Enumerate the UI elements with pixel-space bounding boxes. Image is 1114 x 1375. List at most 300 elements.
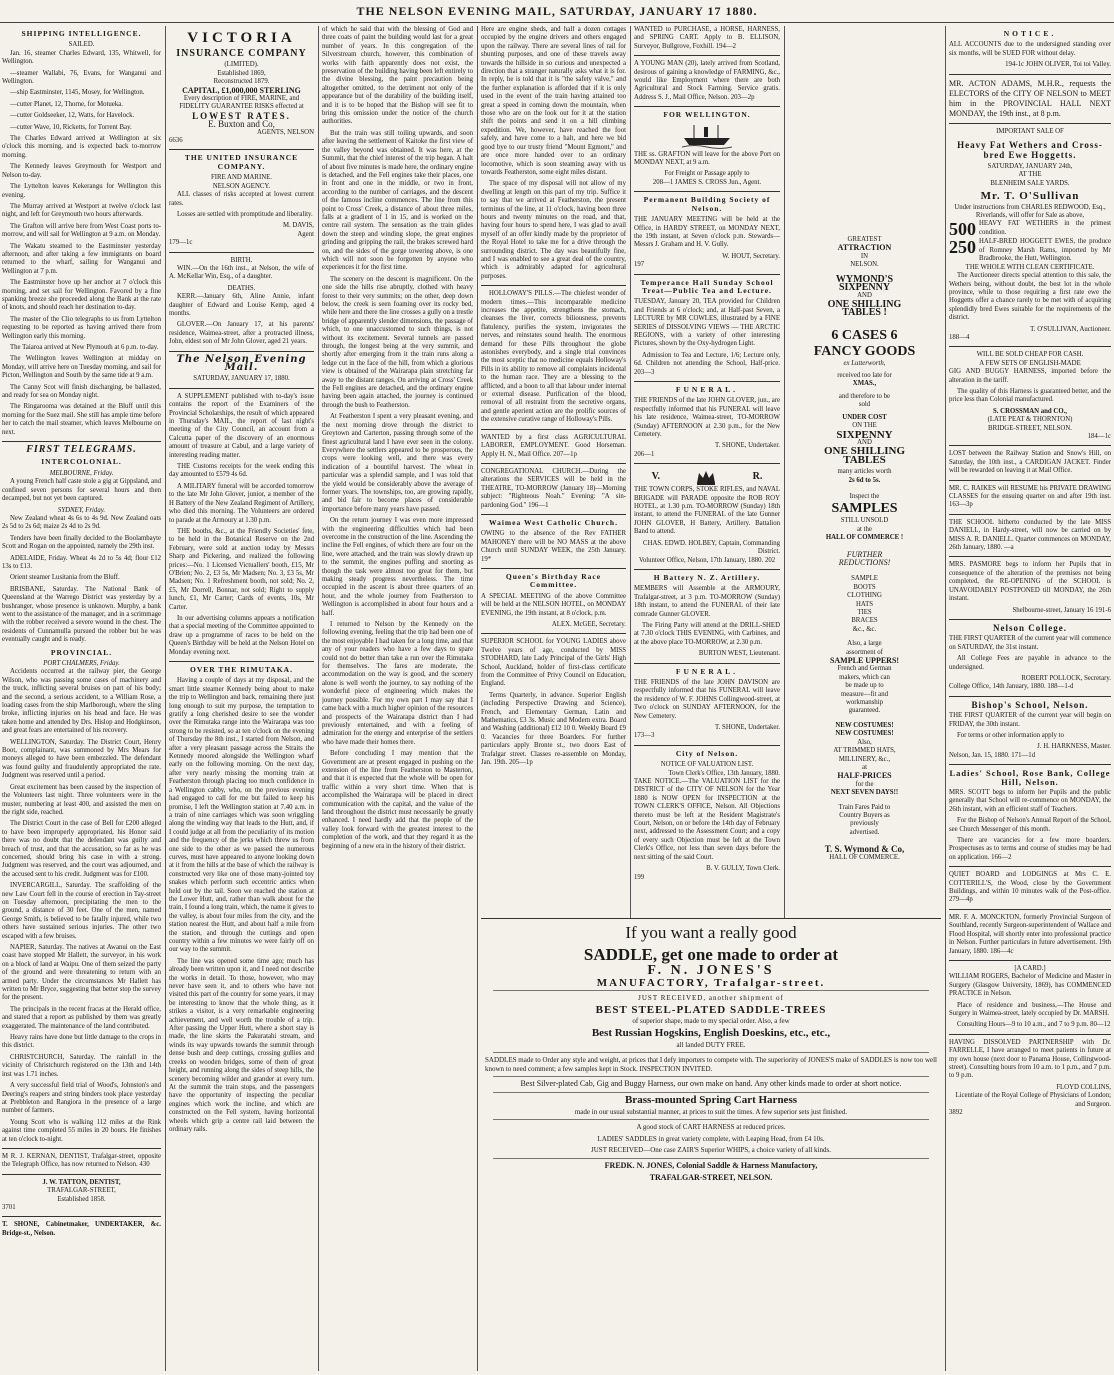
sailed-subheading: SAILED. [68, 41, 95, 49]
congregational-church-notice: CONGREGATIONAL CHURCH.—During the alterations the SERVICES will be held in the THEATRE, TO-MORROW (January 18)—Morning subject: "Righteous Noah." Evening: "A sin-pardoning God." 196—1 [481, 467, 626, 509]
section-divider [481, 285, 626, 286]
steamship-icon [682, 123, 732, 149]
ad-line: CLOTHING [847, 592, 882, 600]
editorial-paragraph: A MILITARY funeral will be accorded tomorrow to the late Mr John Glover, junior, a member of the H Battery of the New Zealand Regiment of Artillery, who died this morning. The Volunteers are ordered to parade at the Armoury at 1.30 p.m. [169, 482, 314, 524]
notice-heading: NOTICE. [1003, 29, 1057, 38]
section-divider [481, 918, 941, 919]
ad-line: T. S. Wymond & Co, [824, 844, 905, 855]
section-divider [493, 1076, 929, 1077]
ad-line: measure—fit and [841, 690, 888, 698]
card-label: [A CARD.] [1014, 964, 1046, 972]
column-rule [477, 26, 478, 1371]
article-paragraph: But the train was still toiling upwards, and soon after leaving the settlement of Kaitoke the first view of the valley beyond was obtained. It was here, at the Summit, that the chief interest of the trip began. A halt of about five minutes is made here, the ordinary engine is detached, and the Fell engines take their places, one in front and one in the middle, or two in front, according to the number of carriages, and the descent of the famous incline commences. The line from this point to Cross' Creek, a distance of about three miles, falls at a gradient of 1 in 15, and is worked on the centre rail system. The sensation as the train glides down the steep and winding slope, the great engines grinding and gripping the rail, the brakes screwed hard on, and the sides of the gorge towering above, is one which will not soon be forgotten by anyone who experiences it for the first time. [322, 129, 473, 272]
raikes-drawing-notice: MR. C. RAIKES will RESUME his PRIVATE DRAWING CLASSES for the ensuing quarter on and after 19th inst. 163—3p [949, 484, 1111, 509]
nelson-college-signature: ROBERT POLLOCK, Secretary. [1021, 674, 1111, 682]
ad-line: TABLES [843, 453, 886, 466]
ad-line: NEXT SEVEN DAYS!! [830, 789, 899, 797]
victoria-subtitle: INSURANCE COMPANY [176, 48, 307, 59]
ad-line: Also, [857, 738, 872, 746]
section-divider [481, 633, 626, 634]
telegram-item: Great excitement has been caused by the inspection of the Volunteers last night. Three volunteers were in the muster, numbering at least 400, and assisted the men on the right side, reached. [2, 783, 161, 816]
section-divider [949, 445, 1111, 446]
article-paragraph: of which he said that with the blessing of God and three coats of paint the building would last for a great number of years. In this congregation of the Silverstream church, however, this combination of works with faith apparently does not exist, the preservation of the building having been left entirely to the divine blessing, the paint precaution being altogether omitted, to the detriment not only of the appearance but of the durability of the building itself, and it is to be hoped that the Bishop will see fit to bring this omission under the notice of the church authorities. [322, 26, 473, 126]
telegram-item: NAPIER, Saturday. The natives at Awanui on the East coast have stopped Mr Hallett, the surveyor, in his work on a block of land at Waipu. One of them seized the party of the ground and were threatening to return with an armed party. Under the circumstances Mr Hallett has written to Mr Bryce, suggesting that better stop the survey for the present. [2, 944, 161, 1002]
crossman-former: (LATE PEAT & THORNTON) [987, 416, 1073, 424]
telegram-item: ADELAIDE, Friday. Wheat 4s 2d to 5s 4d; flour £12 13s to £13. [2, 554, 161, 570]
section-divider [493, 1052, 929, 1053]
article-paragraph: The line was opened some time ago; much has already been written upon it, and I need not describe the works in detail. To those, however, who may never have seen it, and to others who have not visited this part of the country for some years, it may be interesting to know that the whole thing, as it strikes a visitor, is a very remarkable engineering achievement, and well worth the trouble of a trip. After passing the Upper Hutt, where a short stay is made, the line skirts the Pakuratahi stream, and winds its way upwards towards the summit through dense bush and deep cuttings, crossing gullies and creeks on wooden bridges, some of them of great height, and running along the sides of steep hills, the scenery becoming wilder and grander at every turn. At the summit the train stops, and the passengers have the opportunity of inspecting the peculiar engines which work the incline, and which are constructed on the Fell system, having horizontal wheels which grip a centre rail laid between the ordinary rails. [169, 957, 314, 1133]
editorial-paragraph: In our advertising columns appears a notification that a special meeting of the Committee appointed to draw up a programme of races to be held on the Queen's Birthday will be held at the Nelson Hotel on Monday evening next. [169, 614, 314, 656]
telegram-item: Heavy rains have done but little damage to the crops in this district. [2, 1034, 161, 1050]
section-divider [949, 480, 1111, 481]
dateline: PORT CHALMERS, Friday. [43, 660, 120, 667]
rogers-residence: Place of residence and business,—The House and Surgery in Waimea-street, lately occupied by Dr. MARSH. [949, 1001, 1111, 1017]
temperance-admission: Admission to Tea and Lecture, 1/6; Lecture only, 6d. Children not attending the School, Half-price. 203—3 [634, 351, 780, 376]
ad-line: WYMOND'S [835, 273, 894, 285]
nelson-college-heading: Nelson College. [993, 622, 1067, 633]
advert-kernan-dentist: M R. J. KERNAN, DENTIST, Trafalgar-street, opposite the Telegraph Office, has now returned to Nelson. 430 [2, 1152, 161, 1169]
ad-line: previously [850, 820, 879, 828]
shipping-item: The Charles Edward arrived at Wellington at six o'clock this morning, and is expected back to-morrow morning. [2, 135, 161, 159]
ad-line: NEW COSTUMES! [835, 721, 894, 729]
bishops-school-notice: THE FIRST QUARTER of the current year will begin on FRIDAY, the 30th instant. [949, 712, 1111, 728]
ad-line: NELSON. [850, 261, 879, 269]
shipping-item: The Wakatu steamed to the Eastminster yesterday afternoon, and after taking a few immigrants on board returned to the wharf, sailing for Wanganui and Wellington at 7 p.m. [2, 242, 161, 275]
harness-notice: GIG AND BUGGY HARNESS, imported before the alteration in the tariff. [949, 368, 1111, 384]
lot-row [949, 238, 1111, 263]
wether-sale-place: BLENHEIM SALE YARDS. [990, 179, 1070, 187]
rogers-hours: Consulting Hours—9 to 10 a.m., and 7 to 9 p.m. 80—12 [957, 1021, 1111, 1029]
shipping-item: —steamer Wallabi, 76, Evans, for Wanganui and Wellington. [2, 69, 161, 86]
column-notices-c [949, 26, 1111, 1371]
funeral-heading: FUNERAL. [675, 385, 739, 394]
ad-line: ATTRACTION [837, 243, 892, 253]
ad-line: ON THE [852, 422, 877, 430]
ad-line: Country Buyers as [839, 811, 890, 819]
wellington-heading: FOR WELLINGTON. [663, 110, 751, 120]
telegram-item: CHRISTCHURCH, Saturday. The rainfall in the vicinity of Christchurch registered on the 13th and 14th inst was 1.71 inches. [2, 1053, 161, 1078]
ad-line: BOOTS [853, 583, 876, 591]
section-divider [2, 1148, 161, 1149]
saddle-received: JUST RECEIVED, another shipment of [638, 994, 784, 1003]
saddle-spring-cart: Brass-mounted Spring Cart Harness [624, 1093, 798, 1106]
ad-line: UNDER COST [842, 413, 887, 421]
victoria-limited: (LIMITED). [224, 61, 259, 69]
telegram-item: Orient steamer Lusitania from the Bluff. [10, 574, 120, 582]
ad-line: AND [857, 292, 872, 300]
bishops-school-heading: Bishop's School, Nelson. [971, 699, 1089, 710]
ladies-school-notice: MRS. SCOTT begs to inform her Pupils and the public generally that School will re-commence on MONDAY, the 26th instant, with an efficient staff of Teachers. [949, 789, 1111, 813]
harness-heading: A FEW SETS OF ENGLISH-MADE [979, 359, 1081, 367]
ladies-school-heading: Ladies' School, Rose Bank, College Hill, Nelson. [949, 768, 1111, 787]
shipping-item: The Eastminster hove up her anchor at 7 o'clock this morning, and set sail for Wellington. Favored by a fine spanking breeze she proceeded along the Bank at the rate of knots, and should reach her destination to-day. [2, 279, 161, 312]
queens-birthday-heading: Queen's Birthday Race Committee. [505, 571, 602, 590]
advert-shone-cabinetmaker: T. SHONE, Cabinetmaker, UNDERTAKER, &c. Bridge-st., Nelson. [2, 1221, 161, 1237]
accounts-signature: 194-1c JOHN OLIVER, Toi toi Valley. [1005, 61, 1111, 69]
section-divider [169, 252, 314, 253]
monckton-notice: MR. F. A. MONCKTON, formerly Provincial Surgeon of Southland, recently Surgeon-superintendent of Wallace and Flood Hospital, will shortly enter into professional practice in Nelson. Further particulars in future advertisement. 19th January, 1880. 186—4c [949, 913, 1111, 955]
ad-line: HALL OF COMMERCE ! [825, 534, 904, 542]
section-divider [949, 556, 1111, 557]
ad-line: for the [855, 780, 874, 788]
telegram-item: Young Scott who is walking 112 miles at the Rink against time completed 55 miles in 20 hours. He finishes at ten o'clock to-night. [2, 1118, 161, 1143]
ad-line: Inspect the [849, 492, 880, 500]
victoria-agents-label: AGENTS, NELSON [256, 128, 314, 136]
grafton-agent: 208—1 JAMES S. CROSS Jun., Agent. [652, 178, 762, 186]
shipping-item: —ship Eastminster, 1145, Mosey, for Wellington. [10, 89, 145, 97]
united-agent: M. DAVIS, [282, 222, 314, 230]
section-divider [2, 1216, 161, 1217]
advert-code: 3892 [949, 1109, 963, 1116]
waimea-church-notice: OWING to the absence of the Rev FATHER MAHONEY there will be NO MASS at the above Church until SUNDAY WEEK, the 25th January. 19* [481, 530, 626, 563]
editorial-paragraph: THE booths, &c., at the Friendly Societies' fete, to be held in the Botanical Reserve on the 2nd February, were sold at auction today by Messrs Sharp and Pickering, and realized the following prices:—No. 1 Licensed Victuallers' booth, £15, Mr O'Brien; No. 2, £3 5s, Mr Madsen; No. 3, £3 5s, Mr Madsen; No. 1 Refreshment booth, not sold; No. 2, £5, Mr Dorrell, Bonnar, not sold; Right to supply lunch, £1, Mr Carter; Cards of events, 10s, Mr Carter. [169, 527, 314, 611]
lot-quantity: 500 [949, 219, 976, 240]
section-divider [949, 960, 1111, 961]
funeral-signature: T. SHONE, Undertaker. [715, 724, 780, 731]
ad-line: GREATEST [847, 236, 882, 243]
wether-sale-at: AT THE [1018, 171, 1042, 179]
ad-line: TABLES ! [842, 307, 887, 319]
section-divider [169, 388, 314, 389]
section-divider [634, 745, 780, 746]
holloway-pills-notice: HOLLOWAY'S PILLS.—The chiefest wonder of modern times.—This incomparable medicine increases the appetite, strengthens the stomach, cleanses the liver, corrects biliousness, prevents flatulency, purifies the system, invigorates the nerves, and reinstates sound health. The enormous demand for these Pills throughout the globe astonishes everybody, and a single trial convinces the most sceptic that no medicine equals Holloway's Pills in its ability to remove all complaints incidental to the human race. They are a blessing to the afflicted, and a boon to all that labour under internal or external disease. Purification of the blood, removal of all restraint from the secretive organs, and gentle aperient action are the prolific sources of the extensive curative range of Holloway's Pills. [481, 290, 626, 424]
saddle-manufactory: MANUFACTORY, Trafalgar-street. [596, 976, 826, 989]
ad-line: be made up to [845, 682, 884, 690]
death-notice: KERR.—January 6th, Aline Annie, infant daughter of Edward and Louise Kemp, aged 4 months. [169, 293, 314, 317]
ad-line: HALL OF COMMERCE. [829, 853, 900, 861]
auctioneer-name: Mr. T. O'Sullivan [980, 190, 1080, 203]
telegram-item: Accidents occurred at the railway pier, the George Wilson, who was passing some cases of machinery and the truck, inflicting several bruises on part of his body; and the second, a serious accident, to a William Rose, a loading cases from the ship Marlborough, where the sling broke, inflicting injuries on his head and face. He was taken home and attended by Drs. Hislop and Hodgkinson, and great fears are entertained of his recovery. [2, 668, 161, 735]
lot-description: HALF-BRED HOGGETT EWES, the produce of Romney Marsh Rams, imported by Mr Bradbrooke, the Hutt, Wellington. [979, 238, 1111, 263]
telegram-item: A very successful field trial of Wood's, Johnston's and Deering's reapers and string binders took place yesterday at Prebbleton and Rangiora in the presence of a large number of farmers. [2, 1082, 161, 1115]
advert-code: 206—1 [634, 450, 655, 458]
cipher-letter-v: V. [651, 471, 661, 483]
deaths-heading: DEATHS. [227, 284, 256, 292]
article-paragraph: I returned to Nelson by the Kennedy on the following evening, feeling that the trip had been one of the most enjoyable I had taken for a long time, and that any of your readers who have a few days to spare could not do better than take a run over the Rimutaka for themselves. The fares are moderate, the accommodation on the way is good, and the scenery alone is well worth the journey, to say nothing of the wonderful piece of engineering which makes the journey possible. For my own part I may say that I came back with a much higher opinion of the resources and prospects of the Wairarapa district than I had previously entertained, and with a feeling of admiration for the energy and enterprise of the settlers who have made their homes there. [322, 621, 473, 746]
ad-line: REDUCTIONS! [838, 557, 891, 567]
dateline: SYDNEY, Friday. [57, 506, 106, 514]
superior-school-advert: SUPERIOR SCHOOL for YOUNG LADIES above Twelve years of age, conducted by MISS STODHARD, late Lady Principal of the Girls' High School, Auckland, holder of first-class certificate from the Committee of Privy Council on Education, England. [481, 638, 626, 688]
ad-line: ex Lutterworth, [843, 359, 886, 367]
ad-line: SAMPLE UPPERS! [829, 656, 900, 666]
saddle-trees: BEST STEEL-PLATED SADDLE-TREES [595, 1003, 827, 1016]
ad-line: XMAS., [852, 380, 877, 388]
cipher-letter-r: R. [752, 471, 763, 483]
ad-line: IN [860, 252, 869, 260]
advert-code: 199 [634, 873, 645, 881]
section-divider [949, 123, 1111, 124]
article-paragraph: At Featherston I spent a very pleasant evening, and the next morning drove through the district to Greytown and Carterton, passing through some of the finest agricultural land I have ever seen in the colony. Everywhere the settlers appeared to be prosperous, the crops were looking well, and there was every indication of a bountiful harvest. The wheat in particular was a splendid sample, and I was told that the yield would be considerably above the average of former years. The townships, too, are growing rapidly, and bid fair to become places of considerable importance before many years have passed. [322, 413, 473, 513]
funeral-signature: T. SHONE, Undertaker. [715, 442, 780, 450]
section-divider [493, 1092, 929, 1093]
section-divider [634, 106, 780, 107]
section-divider [481, 429, 626, 430]
accounts-notice: ALL ACCOUNTS due to the undersigned standing over six months, will be SUED FOR without delay. [949, 41, 1111, 57]
ad-line: HALF-PRICES [837, 771, 892, 781]
town-clerk-date: Town Clerk's Office, 13th January, 1880. [668, 769, 780, 777]
section-divider [481, 514, 626, 515]
united-body: ALL classes of risks accepted at lowest current rates. [169, 191, 314, 207]
column-rule [165, 26, 166, 1371]
advert-code: 6636 [169, 137, 183, 145]
section-divider [634, 569, 780, 570]
temperance-notice: TUESDAY, January 20, TEA provided for Children and Friends at 6 o'clock; and, at Half-past Seven, a LECTURE by MR COWLES, illustrated by a FINE SERIES of DISSOLVING VIEWS — THE ARCTIC REGIONS, with a variety of other interesting Pictures, shown by the Oxy-hydrogen Light. [634, 298, 780, 348]
ad-line: Train Fares Paid to [838, 803, 891, 811]
saddle-harness: Best Silver-plated Cab, Gig and Buggy Harness, our own make on hand. Any other kinds made to order at short notice. [520, 1079, 902, 1089]
section-divider [493, 1119, 929, 1120]
pasmore-school-notice: MRS. PASMORE begs to inform her Pupils that in consequence of the alteration of the premises not being completed, the RE-OPENING of the SCHOOL is UNAVOIDABLY POSTPONED till MONDAY, the 26th instant. [949, 561, 1111, 603]
article-paragraph: On the return journey I was even more impressed with the engineering difficulties which had been overcome in the construction of the line. Ascending the incline the Fell engines, of which there are four on the line, were attached, and the train was slowly drawn up to the summit, the engines puffing and snorting as though the task were almost too great for them, but making steady progress nevertheless. The time occupied in the ascent is about three quarters of an hour, and the whole journey from Featherston to Wellington is accomplished in about four hours and a half. [322, 517, 473, 617]
bishops-school-date: Nelson, Jan. 15, 1880. 171—1d [949, 751, 1036, 759]
cheap-sale: WILL BE SOLD CHEAP FOR CASH. [976, 351, 1084, 359]
advert-code: 188—4 [949, 333, 970, 341]
united-body: Losses are settled with promptitude and liberality. [177, 210, 313, 218]
funeral-heading: FUNERAL. [675, 666, 739, 676]
important-sale: IMPORTANT SALE OF [996, 127, 1064, 135]
ladies-school-report: For the Bishop of Nelson's Annual Report of the School, see Church Messenger of this month. [949, 817, 1111, 833]
valuation-list-heading: NOTICE OF VALUATION LIST. [660, 761, 754, 769]
saddle-maker-name: F. N. JONES'S [647, 963, 775, 978]
column-rule [318, 26, 319, 1371]
article-paragraph: The space of my disposal will not allow of my dwelling at length on this part of my trip. Suffice it to say that we arrived at Featherston, the present terminus of the line, at 11 o'clock, having been three hours and twenty minutes on the road, and that, having four hours to spend here, I was glad to avail myself of an offer kindly made by the proprietor of the Royal Hotel to take me for a drive through the surrounding district. The day was beautifully fine, and I was enabled to see a great deal of the country, which is admirably adapted for agricultural purposes. [481, 180, 626, 280]
ad-line: received too late for [837, 372, 892, 380]
section-divider [493, 1158, 929, 1159]
advert-tatton-address: TRAFALGAR-STREET, [47, 1187, 116, 1195]
shipping-item: —cutter Goldseeker, 12, Watts, for Havelock. [10, 112, 135, 120]
section-divider [949, 514, 1111, 515]
ad-line: AND [857, 438, 872, 446]
telegram-item: New Zealand wheat 4s 6s to 4s 9d. New Zealand oats 2s 5d to 2s 6d; maize 2s 4d to 2s 9d. [2, 514, 161, 531]
lost-jacket-notice: LOST between the Railway Station and Snow's Hill, on Saturday, the 10th inst., a CARDIGAN JACKET. Finder will be rewarded on leaving it at Mail Office. [949, 450, 1111, 475]
telegram-item: A young French half caste stole a gig at Gippsland, and confined seven persons for several hours and then decamped, but not yet been captured. [2, 478, 161, 503]
ad-line: &c., &c. [852, 625, 877, 633]
crown-icon [695, 468, 717, 486]
section-divider [949, 346, 1111, 347]
harness-quality: The quality of this Harness is guaranteed better, and the price less than Colonial manufactured. [949, 387, 1111, 404]
shipping-heading: SHIPPING INTELLIGENCE. [21, 29, 142, 38]
pasmore-signature: Shelbourne-street, January 16 191-6 [1012, 606, 1111, 614]
telegram-item: INVERCARGILL, Saturday. The scaffolding of the new Law Court fell in the course of erection in Tay-street on Tuesday afternoon, precipitating the men to the ground, a distance of 30 feet. One of the men, named George Smith, is believed to be fatally injured, while two others have sustained serious injuries. The other two escaped with a few bruises. [2, 882, 161, 940]
funeral-notice: THE FRIENDS of the late JOHN GLOVER, jun., are respectfully informed that his FUNERAL will leave his late residence, Waimea-street, TO-MORROW (Sunday) AFTERNOON at 2.30 p.m., for the New Cemetery. [634, 397, 780, 439]
ad-line: at the [857, 525, 872, 533]
h-battery-notice: MEMBERS will Assemble at the ARMOURY, Trafalgar-street, at 3 p.m. TO-MORROW (Sunday) 18th instant, to attend the FUNERAL of their late comrade Gunner GLOVER. [634, 585, 780, 618]
ad-line: SAMPLE [851, 575, 878, 583]
section-divider [169, 661, 314, 662]
acton-adams-notice: MR. ACTON ADAMS, M.H.R., requests the ELECTORS of the CITY OF NELSON to MEET him in the PROVINCIAL HALL NEXT MONDAY, the 19th inst., at 8 p.m. [949, 78, 1111, 118]
section-divider [949, 74, 1111, 75]
ad-line: HATS [856, 600, 873, 608]
auctioneer-instructions: Under instructions from CHARLES REDWOOD, Esq., Riverlands, will offer for Sale as above, [954, 203, 1106, 220]
saddle-advert [481, 918, 941, 1371]
section-divider [634, 381, 780, 382]
section-divider [634, 191, 780, 192]
telegram-item: The District Court in the case of Bell for £200 alleged to have been improperly appropriated, his Honor said there was no doubt that the defendant was guilty and breach of trust, and that the accusation, so far as he was concerned, should bring his case in with a strong. Judgment was reserved, and the court was adjourned, and the accused sent to his credit. Judgment was for £100. [2, 820, 161, 878]
young-man-advert: A YOUNG MAN (20), lately arrived from Scotland, desirous of gaining a knowledge of FARMING, &c., would like Employment where there are both Agricultural and Stock Farming. Service gratis. Address S. J., Mail Office, Nelson. 203—2p [634, 60, 780, 101]
telegrams-heading: FIRST TELEGRAMS. [26, 444, 137, 456]
town-corps-notice: THE TOWN CORPS, STOKE RIFLES, and NAVAL BRIGADE will PARADE opposite the ROB ROY HOTEL, at 1.30 p.m. TO-MORROW (Sunday) 18th instant, to attend the FUNERAL of the late Gunner JOHN GLOVER, H Battery, Artillery. Battalion Band to attend. [634, 486, 780, 536]
temperance-heading: Temperance Hall Sunday School Treat—Public Tea and Lecture. [640, 277, 774, 295]
ad-line: makers, which can [839, 673, 890, 681]
nelson-college-notice: THE FIRST QUARTER of the current year will commence on SATURDAY, the 31st instant. [949, 635, 1111, 651]
lot-description: HEAVY FAT WETHERS in the primest condition. [979, 220, 1111, 236]
section-divider [634, 463, 780, 464]
editorial-paragraph: THE Customs receipts for the week ending this day amounted to £579 4s 6d. [169, 463, 314, 479]
united-subtitle: FIRE AND MARINE. [211, 174, 272, 182]
clean-certificate: THE WHOLE WITH CLEAN CERTIFICATE. [965, 263, 1095, 271]
board-lodgings-notice: QUIET BOARD and LODGINGS at Mrs C. E. COTTERILL'S, the Wood, close by the Government Buildings, and within 10 minutes walk of the Post-office. 279—4p [949, 871, 1111, 904]
crossman-address: BRIDGE-STREET, NELSON. [988, 424, 1072, 432]
victoria-body: Every description of FIRE, MARINE, and FIDELITY GUARANTEE RISKS effected at [179, 95, 304, 111]
shipping-item: The Kennedy leaves Greymouth for Westport and Nelson to-day. [2, 163, 161, 179]
saddle-spring-cart-detail: made in our usual substantial manner, at prices to suit the times. A few superior sets just finished. [574, 1107, 848, 1116]
ad-line: BRACES [851, 617, 878, 625]
article-paragraph: Here are engine sheds, and half a dozen cottages occupied by the engine drivers and others engaged upon the railway. There are several lines of rail for shunting purposes, and one of these travels away towards the hillside in so curious and unexpected a direction that a stranger naturally asks what it is for. In reply, he is told that it is "the safety valve," and the further explanation is afforded that if it is only used in the event of the train having attained too great a speed in coming down the mountain, when those who are on the look out for it at the station shift the points and send it on a hill climbing expedition. We, however, have reached the foot safely, and have come to a halt, and here we bid good bye to our trusty friend "Mount Egmont," and are once more handed over to an ordinary locomotive, which is soon steaming away with us towards Featherston, some eight miles distant. [481, 26, 626, 176]
victoria-capital: CAPITAL, £1,000,000 STERLING [182, 85, 301, 95]
ad-line: guaranteed. [848, 707, 881, 715]
section-divider [493, 990, 929, 991]
saddle-cart-harness: A good stock of CART HARNESS at reduced prices. [636, 1123, 786, 1132]
building-society-notice: THE JANUARY MEETING will be held at the Office, in HARDY STREET, on MONDAY NEXT, the 19th instant, at Seven o'clock p.m. Stewards—Messrs J. Graham and H. V. Gully. [634, 216, 780, 249]
ladies-school-vacancies: There are vacancies for a few more boarders. Prospectuses as to terms and course of studies may be had on application. 166—2 [949, 837, 1111, 861]
saddle-made-to-order: SADDLES made to Order any style and weight, at prices that I defy importers to compete with. The superiority of JONES'S make of SADDLES is now too well known to need comment; a few samples kept in Stock. INSPECTION INVITED. [485, 1056, 937, 1073]
wanted-horse-advert: WANTED to PURCHASE, a HORSE, HARNESS, and SPRING CART. Apply to B. ELLISON, Surveyor, Bullgrove, Foxhill. 194—2 [634, 26, 780, 50]
h-battery-firing-party: The Firing Party will attend at the DRILL-SHED at 7.30 o'clock THIS EVENING, with Carbines, and at the above place TO-MORROW, at 2.30 p.m. [634, 621, 780, 646]
ad-line: STILL UNSOLD [840, 517, 889, 525]
ad-line: Also, a large [847, 640, 882, 648]
column-rule [945, 26, 946, 1371]
ad-line: SIXPENNY [838, 282, 891, 294]
bishops-school-info: For terms or other information apply to [957, 731, 1064, 739]
section-divider [949, 764, 1111, 765]
saddle-trees-detail: of superior shape, made to my special order. Also, a few [632, 1017, 790, 1026]
ad-line: NEW COSTUMES! [835, 730, 894, 738]
victoria-title: VICTORIA [187, 30, 296, 46]
paper-date: SATURDAY, JANUARY 17, 1880. [193, 375, 290, 383]
ad-line: assortment of [846, 648, 883, 656]
victoria-reconstructed: Reconstructed 1879. [213, 78, 270, 86]
ad-line: at [862, 763, 867, 771]
section-divider [634, 663, 780, 664]
auctioneer-note: The Auctioneer directs special attention to this sale, the Wethers being, without doubt, the best lot in the whole province, while to those requiring a first rate ewe the Hoggetts offer a chance rarely to be met with of acquiring splendidly bred Ewes suitable for the requirements of the district. [949, 272, 1111, 322]
shipping-item: The master of the Clio telegraphs to us from Lyttelton requesting to be reported as having arrived there from Wellington early this morning. [2, 315, 161, 340]
auctioneer-signature: T. O'SULLIVAN, Auctioneer. [1030, 325, 1111, 333]
funeral-notice: THE FRIENDS of the late JOHN DAVISON are respectfully informed that his FUNERAL will leave the residence of W. F. JOHNS Collingwood-street, at Two o'clock on SUNDAY AFTERNOON, for the New Cemetery. [634, 678, 780, 720]
provincial-heading: PROVINCIAL. [50, 647, 113, 657]
telegram-item: The principals in the recent fracas at the Herald office, and stated that a report as published by them was greatly exaggerated. The maintenance of the land contributed. [2, 1005, 161, 1030]
birth-notice: WIN.—On the 16th inst., at Nelson, the wife of A. McKellar Win, Esq., of a daughter. [169, 264, 314, 281]
telegram-item: WELLINGTON, Saturday. The District Court, Henry Boot, complainant, was summoned by Mrs Mears for moneys alleged to have been embezzled. The defendant was found guilty and fraudulently appropriated the rate. Judgment was reserved until a period. [2, 738, 161, 780]
ad-line: FURTHER [846, 549, 883, 559]
queens-birthday-signature: ALEX. McGEE, Secretary. [551, 621, 626, 628]
section-divider [949, 1034, 1111, 1035]
section-divider [949, 866, 1111, 867]
section-divider [2, 441, 161, 442]
birth-heading: BIRTH. [230, 256, 253, 264]
advert-tatton-established: Established 1858. [57, 1195, 106, 1203]
shipping-item: The Taiaroa arrived at New Plymouth at 6 p.m. to-day. [10, 344, 159, 351]
superior-school-terms: Terms Quarterly, in advance. Superior English (including Perspective Drawing and Science), French, and Elementary German, Latin and Mathematics, £3 3s. Music and Modern extra. Board and Washing (additional) £12 10 0. Weekly Board £9 0. Vacancies for three Boarders. For further particulars apply Bronte st., two doors East of Trafalgar street. Classes re-assemble on Monday, Jan. 19th. 205—1p [481, 691, 626, 767]
town-corps-signature: CHAS. EDWD. HOLBEY, Captain, Commanding District. [643, 539, 780, 556]
advert-tatton-name: J. W. TATTON, DENTIST, [42, 1178, 121, 1186]
nelson-college-fees: All College Fees are payable in advance to the undersigned. [949, 655, 1111, 671]
wanted-laborer-advert: WANTED by a first class AGRICULTURAL LABORER, EMPLOYMENT. Good Horseman. Apply H. N., Mail Office. 207—1p [481, 433, 626, 458]
bishops-school-signature: J. H. HARKNESS, Master. [1037, 743, 1111, 751]
waimea-church-heading: Waimea West Catholic Church. [489, 517, 618, 527]
intercolonial-heading: INTERCOLONIAL. [41, 457, 122, 467]
section-divider [2, 1174, 161, 1175]
column-shipping-telegrams [2, 26, 161, 1371]
ad-line: 2s 6d to 5s. [848, 476, 881, 484]
saddle-address: TRAFALGAR-STREET, NELSON. [649, 1172, 773, 1182]
united-agency: NELSON AGENCY. [212, 182, 271, 190]
h-battery-signature: BURTON WEST, Lieutenant. [698, 650, 780, 658]
ad-line: advertised. [849, 828, 880, 836]
volunteer-office: Volunteer Office, Nelson, 17th January, 1880. 202 [638, 556, 776, 564]
ad-line: sold [858, 401, 871, 409]
paper-title: The Nelson Evening Mail. [176, 353, 307, 373]
saddle-hogskins: Best Russian Hogskins, English Doeskins, etc., etc., [591, 1026, 831, 1039]
section-divider [169, 149, 314, 150]
city-nelson-heading: City of Nelson. [675, 748, 739, 758]
dateline: MELBOURNE, Friday. [49, 469, 114, 477]
section-divider [634, 55, 780, 56]
collins-notice: HAVING DISSOLVED PARTNERSHIP with Dr. FARRELLE, I have arranged to meet patients in future at my own house (next door to Panama House, Collingwood-street). Consulting hours from 10 a.m. to 1 p.m., and 7 p.m. to 9 p.m. [949, 1038, 1111, 1080]
victoria-established: Established 1869, [217, 69, 266, 77]
advert-code: 173—3 [634, 732, 655, 740]
rimutaka-heading: OVER THE RIMUTAKA. [190, 665, 293, 674]
ad-line: SIXPENNY [836, 428, 893, 441]
daniell-school-notice: THE SCHOOL hitherto conducted by the late MISS DANIELL, in Hardy-street, will now be carried on by MISS A. R. DANIELL. Quarter commences on MONDAY, 26th January, 1880. —a [949, 518, 1111, 552]
shipping-item: —cutter Planet, 12, Thorne, for Motueka. [10, 100, 123, 108]
saddle-ladies: LADIES' SADDLES in great variety complete, with Leaping Head, from £4 10s. [597, 1134, 825, 1143]
ad-line: 6 CASES 6 [831, 327, 898, 343]
ad-line: French and German [837, 665, 892, 673]
valuation-list-notice: TAKE NOTICE.—The VALUATION LIST for the DISTRICT of the CITY OF NELSON for the Year 1880 is NOW OPEN for INSPECTION at the TOWN CLERK'S OFFICE, Nelson. All Objections thereto must be left at the Resident Magistrate's Court, Nelson, on or before the 14th day of February next, addressed to the Assessment Court; and a copy of every such Objection must be left at the Town Clerk's Office, not less than seven days before the next sitting of the said Court. [634, 778, 780, 861]
ad-line: and therefore to be [838, 392, 891, 400]
shipping-item: The Murray arrived at Westport at twelve o'clock last night, and left for Greymouth two hours afterwards. [2, 202, 161, 219]
telegram-item: BRISBANE, Saturday. The National Bank of Queensland at the Warrego District was yesterday by a bushranger, whose presence is unknown. Murphy, a bank went to the assistance of the manager, and in a scrimmage with the robber received a severe wound in the chest. The residents of Cunnamulla pursued the robber but he was eventually caught and is ready. [2, 585, 161, 644]
column-rimutaka-continued [322, 26, 473, 1371]
ad-line: SAMPLES [831, 501, 898, 517]
shipping-item: —cutter Wave, 10, Ricketts, for Torrent Bay. [10, 123, 132, 131]
lot-row [949, 220, 1111, 238]
united-title: THE UNITED INSURANCE COMPANY. [184, 153, 299, 171]
ad-line: MILLINERY, &c., [838, 755, 891, 763]
building-society-heading: Permanent Building Society of Nelson. [643, 195, 771, 213]
royal-cipher [634, 468, 780, 486]
telegram-item: Tenders have been finally decided to the Boolambayte Scott and Rogan on the appointed, namely the 29th inst. [2, 534, 161, 551]
advert-code: 184—1c [1087, 433, 1111, 440]
ad-line: ONE SHILLING [824, 445, 905, 458]
shipping-item: The Wellington leaves Wellington at midday on Monday, will arrive here on Tuesday morning, and sail for Picton, Wellington and South by the same tide at 9 a.m. [2, 355, 161, 380]
collins-credentials: Licentiate of the Royal College of Physicians of London; and Surgeon. [955, 1092, 1111, 1108]
shipping-item: Jan. 16, steamer Charles Edward, 135, Whitwell, for Wellington. [2, 49, 161, 66]
shipping-item: The Ringarooma was detained at the Bluff until this morning for the Suez mail. She still has ample time before her to catch the mail steamer, which leaves Melbourne on next. [2, 403, 161, 436]
article-paragraph: Having a couple of days at my disposal, and the smart little steamer Kennedy being about to make the trip to Wellington and back, remaining there just long enough to suit my purpose, the temptation to gratify a long cherished desire to see the wonder over the Rimutaka range into the Wairarapa was too strong to be resisted, so at ten o'clock on the evening of Thursday the 8th inst., I started from Nelson, and after a very pleasant passage across the Straits the Kennedy moored alongside the Wellington wharf early on the following morning. On the next day, after very nearly missing the morning train at Featherston through placing too much confidence in a Wellington cabby, who, on the previous evening had engaged to call for me but failed to keep his promise, I left the Wellington station at 7.40 a.m. in a train of nine carriages which was soon wriggling along the winding way that leads to the Hutt, and, if I could judge at all from the peculiarity of its motion and the frequency of the jerks which threw us from one side to the other as we passed the numerous curves, must have appeared to anyone looking down at it from the hills at the base of which the railway is constructed very like one of those many-jointed toy snakes which perform such eccentric antics when held out by the tail. Soon we reached the station at the Lower Hutt, and, rather than walk about for the train, I found a long train, which, the name it gives to the valley, is about four miles from the city, and the station nearest the Hutt, and about half a mile from the station, and through the cuttings and open country within a few minutes we were fairly off on our way to the summit. [169, 677, 314, 954]
h-battery-heading: H Battery N. Z. Artillery. [653, 572, 761, 582]
editorial-paragraph: A SUPPLEMENT published with to-day's issue contains the report of the Examiners of the Provincial Scholarships, the result of which appeared in Thursday's MAIL, the report of last night's meeting of the City Council, an account from a Calcutta paper of the discovery of an enormous amount of treasure at Cabul, and a large variety of interesting reading matter. [169, 392, 314, 459]
article-paragraph: Before concluding I may mention that the Government are at present engaged in pushing on the extension of the line from Featherston to Masterton, and that it is expected that the whole will be open for traffic within a very short time. When that is accomplished the Wairarapa will be placed in direct communication with the capital, and the value of the land throughout the district must necessarily be greatly enhanced. I need hardly add that the people of the valley look forward with the greatest interest to the completion of the work, and that they regard it as the beginning of a new era in the history of their district. [322, 750, 473, 850]
nelson-college-office: College Office, 14th January, 1880. 188—1-d [949, 683, 1074, 691]
crossman-name: S. CROSSMAN and CO., [992, 407, 1068, 415]
advert-code: 179—1c [169, 239, 193, 247]
section-divider [949, 696, 1111, 697]
saddle-headline: If you want a really good [625, 923, 797, 942]
ad-line: ONE SHILLING [827, 298, 902, 310]
united-agent-label: Agent [297, 230, 314, 238]
grafton-sailing-notice: THE ss. GRAFTON will leave for the above Port on MONDAY NEXT, at 9 a.m. [634, 150, 780, 167]
collins-signature: FLOYD COLLINS, [1056, 1083, 1111, 1091]
